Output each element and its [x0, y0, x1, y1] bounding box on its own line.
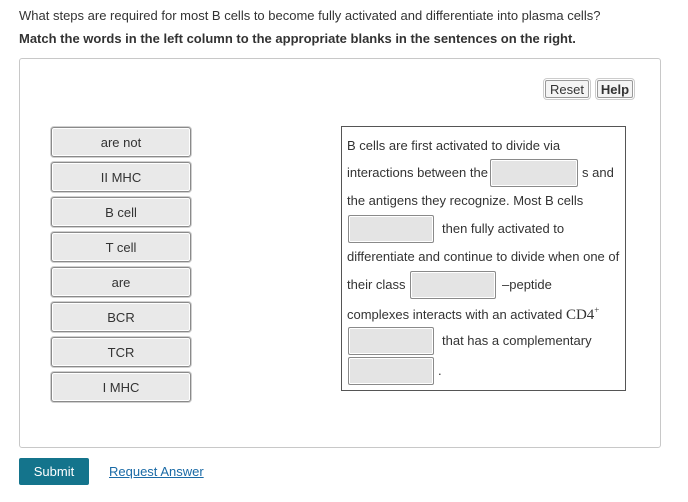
blank-3[interactable]: [410, 271, 496, 299]
sentence-line-3: the antigens they recognize. Most B cells: [347, 193, 584, 208]
word-tile-b-cell[interactable]: B cell: [51, 197, 191, 227]
word-tile-are-not[interactable]: are not: [51, 127, 191, 157]
word-tile-bcr[interactable]: BCR: [51, 302, 191, 332]
blank-5[interactable]: [348, 357, 434, 385]
submit-button[interactable]: Submit: [19, 458, 89, 485]
word-tile-tcr[interactable]: TCR: [51, 337, 191, 367]
sentence-line-4: then fully activated to: [442, 221, 565, 236]
sentence-line-5: differentiate and continue to divide when one of: [347, 249, 620, 264]
blank-4[interactable]: [348, 327, 434, 355]
reset-button[interactable]: Reset: [545, 80, 589, 98]
word-tile-are[interactable]: are: [51, 267, 191, 297]
sentence-line-9: .: [438, 363, 442, 378]
instruction-text: Match the words in the left column to the appropriate blanks in the sentences on the right.: [19, 31, 576, 46]
word-tile-i-mhc[interactable]: I MHC: [51, 372, 191, 402]
help-button[interactable]: Help: [597, 80, 633, 98]
sentence-line-6a: their class: [347, 277, 406, 292]
sentence-line-1: B cells are first activated to divide via: [347, 138, 561, 153]
request-answer-link[interactable]: Request Answer: [109, 464, 204, 479]
word-tile-t-cell[interactable]: T cell: [51, 232, 191, 262]
question-text: What steps are required for most B cells to become fully activated and differentiate into plasma cells?: [19, 8, 601, 23]
blank-2[interactable]: [348, 215, 434, 243]
sentence-line-6b: –peptide: [502, 277, 552, 292]
sentence-line-2a: interactions between the: [347, 165, 488, 180]
sentence-line-8: that has a complementary: [442, 333, 592, 348]
cd4-label: CD4+: [565, 305, 600, 323]
sentence-line-7: [347, 305, 599, 324]
sentence-box: [341, 126, 626, 391]
blank-1[interactable]: [490, 159, 578, 187]
sentence-line-2b: s and: [582, 165, 614, 180]
word-tile-ii-mhc[interactable]: II MHC: [51, 162, 191, 192]
sentence-line-7a: complexes interacts with an activated: [347, 307, 563, 322]
